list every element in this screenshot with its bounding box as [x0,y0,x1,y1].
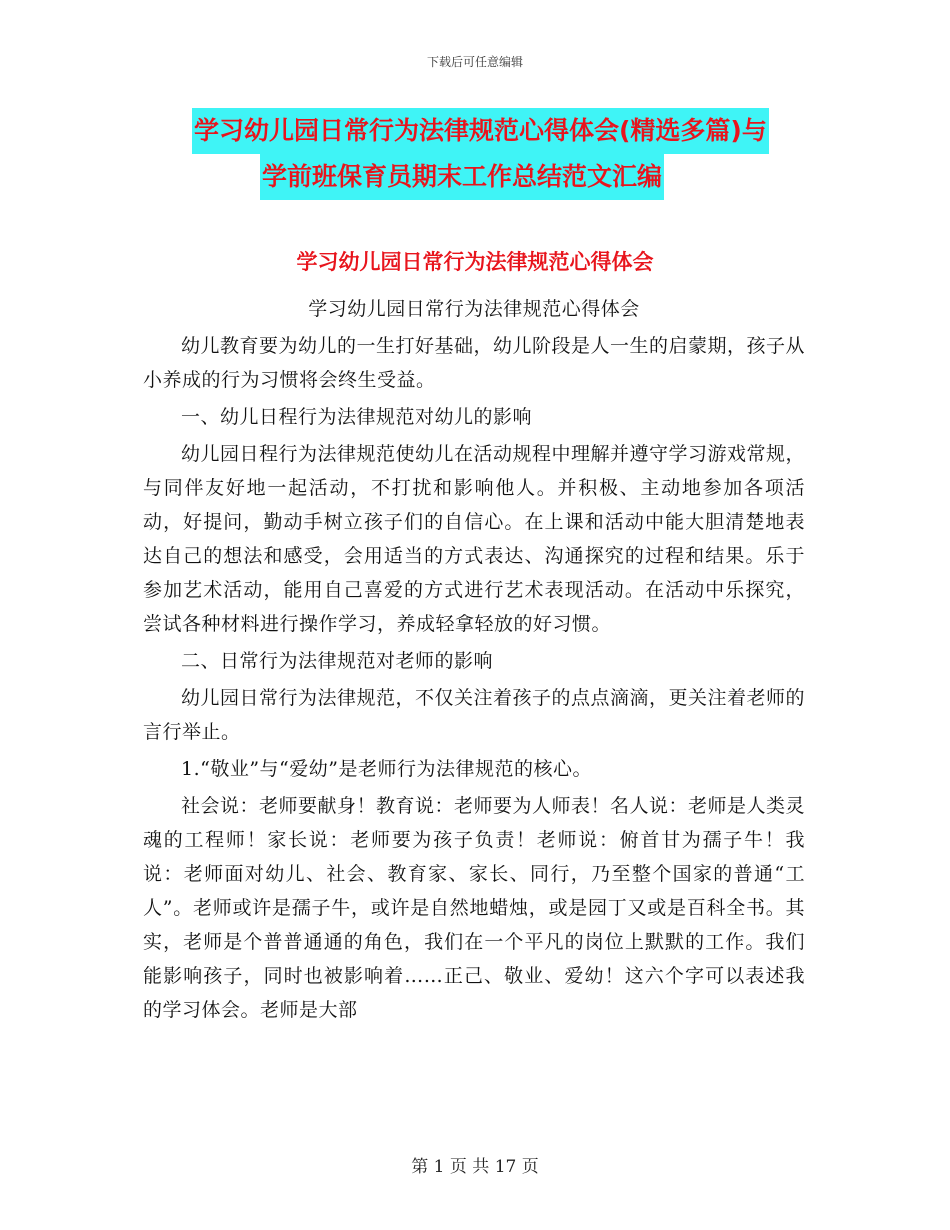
body-paragraph: 幼儿园日程行为法律规范使幼儿在活动规程中理解并遵守学习游戏常规，与同伴友好地一起活动，不打扰和影响他人。并积极、主动地参加各项活动，好提问，勤动手树立孩子们的自信心。在上课和活动中能大胆清楚地表达自己的想法和感受，会用适当的方式表达、沟通探究的过程和结果。乐于参加艺术活动，能用自己喜爱的方式进行艺术表现活动。在活动中乐探究，尝试各种材料进行操作学习，养成轻拿轻放的好习惯。 [143,443,806,635]
document-body [143,292,805,1030]
document-title [150,108,810,200]
page-number: 第 1 页 共 17 页 [411,1157,539,1177]
document-title-line-2: 学前班保育员期末工作总结范文汇编 [260,154,664,200]
body-paragraph: 幼儿园日常行为法律规范，不仅关注着孩子的点点滴滴，更关注着老师的言行举止。 [143,687,806,743]
body-heading-2: 二、日常行为法律规范对老师的影响 [181,650,494,672]
header-note: 下载后可任意编辑 [426,55,523,69]
body-subheading: 1.“敬业”与“爱幼”是老师行为法律规范的核心。 [181,758,592,780]
document-title-line-1: 学习幼儿园日常行为法律规范心得体会(精选多篇)与 [192,108,769,154]
body-paragraph: 社会说：老师要献身！教育说：老师要为人师表！名人说：老师是人类灵魂的工程师！家长说：老师要为孩子负责！老师说：俯首甘为孺子牛！我说：老师面对幼儿、社会、教育家、家长、同行，乃至整个国家的普通“工人”。老师或许是孺子牛，或许是自然地蜡烛，或是园丁又或是百科全书。其实，老师是个普普通通的角色，我们在一个平凡的岗位上默默的工作。我们能影响孩子，同时也被影响着……正己、敬业、爱幼！这六个字可以表述我的学习体会。老师是大部 [143,795,806,1021]
section-title: 学习幼儿园日常行为法律规范心得体会 [296,250,654,274]
body-heading-1: 一、幼儿日程行为法律规范对幼儿的影响 [181,406,533,428]
body-subtitle: 学习幼儿园日常行为法律规范心得体会 [308,298,640,320]
body-paragraph: 幼儿教育要为幼儿的一生打好基础，幼儿阶段是人一生的启蒙期，孩子从小养成的行为习惯将会终生受益。 [143,335,806,391]
